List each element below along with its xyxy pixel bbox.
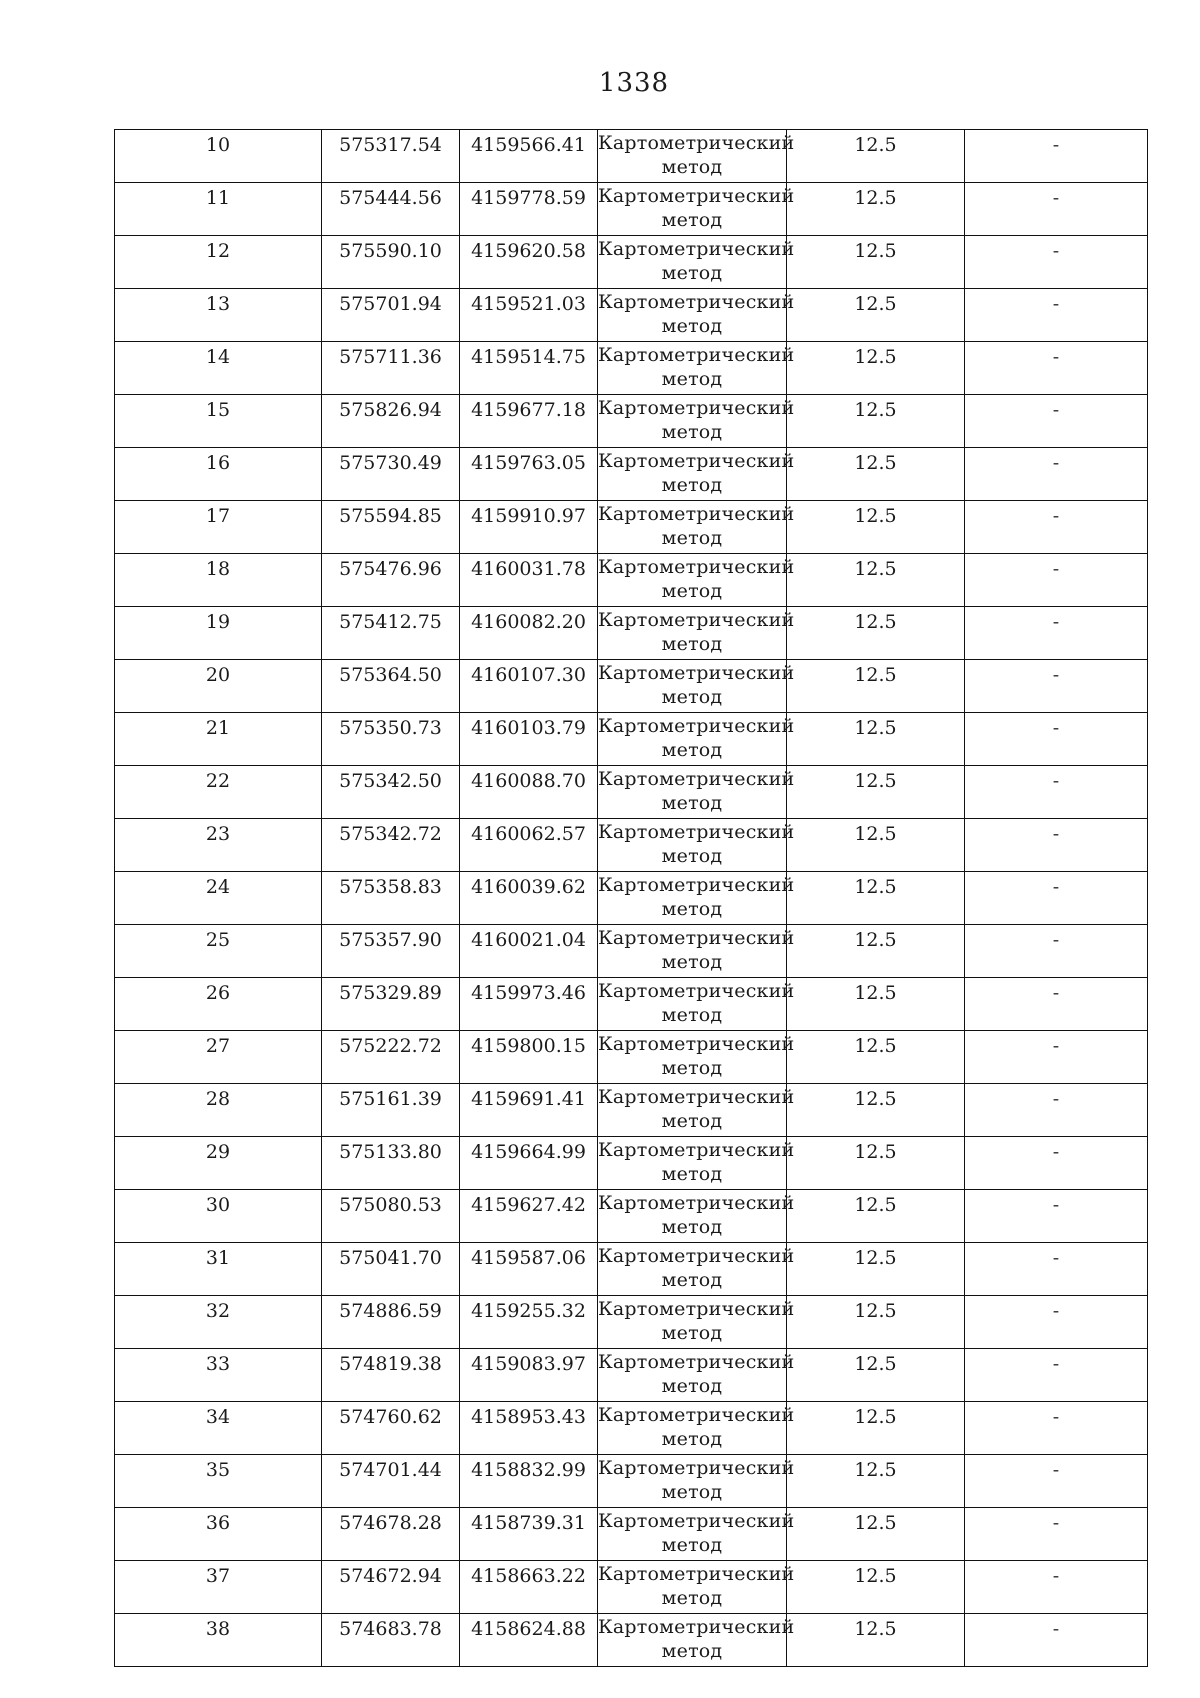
- x-coordinate-cell: 575590.10: [322, 236, 460, 289]
- method-cell: Картометрический метод: [598, 766, 787, 819]
- note-cell: -: [965, 1349, 1148, 1402]
- table-row: [115, 872, 1148, 925]
- method-cell: Картометрический метод: [598, 1508, 787, 1561]
- coordinates-table: [114, 129, 1148, 1667]
- y-coordinate-cell: 4159778.59: [460, 183, 598, 236]
- note-cell: -: [965, 1561, 1148, 1614]
- method-cell: Картометрический метод: [598, 1243, 787, 1296]
- x-coordinate-cell: 575711.36: [322, 342, 460, 395]
- accuracy-cell: 12.5: [787, 1508, 965, 1561]
- x-coordinate-cell: 575329.89: [322, 978, 460, 1031]
- accuracy-cell: 12.5: [787, 183, 965, 236]
- accuracy-cell: 12.5: [787, 660, 965, 713]
- method-cell: Картометрический метод: [598, 660, 787, 713]
- method-cell: Картометрический метод: [598, 819, 787, 872]
- accuracy-cell: 12.5: [787, 342, 965, 395]
- table-row: [115, 236, 1148, 289]
- y-coordinate-cell: 4159973.46: [460, 978, 598, 1031]
- x-coordinate-cell: 575222.72: [322, 1031, 460, 1084]
- note-cell: -: [965, 1137, 1148, 1190]
- note-cell: -: [965, 1508, 1148, 1561]
- method-cell: Картометрический метод: [598, 448, 787, 501]
- accuracy-cell: 12.5: [787, 872, 965, 925]
- accuracy-cell: 12.5: [787, 236, 965, 289]
- table-row: [115, 607, 1148, 660]
- method-cell: Картометрический метод: [598, 236, 787, 289]
- accuracy-cell: 12.5: [787, 766, 965, 819]
- point-number-cell: 31: [115, 1243, 322, 1296]
- point-number-cell: 30: [115, 1190, 322, 1243]
- y-coordinate-cell: 4159566.41: [460, 130, 598, 183]
- accuracy-cell: 12.5: [787, 395, 965, 448]
- accuracy-cell: 12.5: [787, 130, 965, 183]
- table-row: [115, 660, 1148, 713]
- x-coordinate-cell: 575364.50: [322, 660, 460, 713]
- x-coordinate-cell: 575041.70: [322, 1243, 460, 1296]
- point-number-cell: 11: [115, 183, 322, 236]
- y-coordinate-cell: 4158624.88: [460, 1614, 598, 1667]
- x-coordinate-cell: 575080.53: [322, 1190, 460, 1243]
- point-number-cell: 21: [115, 713, 322, 766]
- table-row: [115, 1614, 1148, 1667]
- table-row: [115, 925, 1148, 978]
- note-cell: -: [965, 501, 1148, 554]
- x-coordinate-cell: 574678.28: [322, 1508, 460, 1561]
- y-coordinate-cell: 4159691.41: [460, 1084, 598, 1137]
- y-coordinate-cell: 4160021.04: [460, 925, 598, 978]
- x-coordinate-cell: 574701.44: [322, 1455, 460, 1508]
- x-coordinate-cell: 575444.56: [322, 183, 460, 236]
- point-number-cell: 12: [115, 236, 322, 289]
- note-cell: -: [965, 660, 1148, 713]
- note-cell: -: [965, 819, 1148, 872]
- accuracy-cell: 12.5: [787, 1455, 965, 1508]
- table-row: [115, 130, 1148, 183]
- point-number-cell: 22: [115, 766, 322, 819]
- x-coordinate-cell: 575730.49: [322, 448, 460, 501]
- y-coordinate-cell: 4160103.79: [460, 713, 598, 766]
- point-number-cell: 23: [115, 819, 322, 872]
- accuracy-cell: 12.5: [787, 925, 965, 978]
- table-row: [115, 183, 1148, 236]
- point-number-cell: 37: [115, 1561, 322, 1614]
- note-cell: -: [965, 607, 1148, 660]
- note-cell: -: [965, 1243, 1148, 1296]
- method-cell: Картометрический метод: [598, 289, 787, 342]
- note-cell: -: [965, 1084, 1148, 1137]
- accuracy-cell: 12.5: [787, 289, 965, 342]
- x-coordinate-cell: 575317.54: [322, 130, 460, 183]
- x-coordinate-cell: 574672.94: [322, 1561, 460, 1614]
- point-number-cell: 13: [115, 289, 322, 342]
- table-row: [115, 1296, 1148, 1349]
- y-coordinate-cell: 4160039.62: [460, 872, 598, 925]
- point-number-cell: 17: [115, 501, 322, 554]
- note-cell: -: [965, 183, 1148, 236]
- x-coordinate-cell: 575350.73: [322, 713, 460, 766]
- x-coordinate-cell: 575594.85: [322, 501, 460, 554]
- note-cell: -: [965, 1455, 1148, 1508]
- note-cell: -: [965, 1031, 1148, 1084]
- note-cell: -: [965, 713, 1148, 766]
- y-coordinate-cell: 4160088.70: [460, 766, 598, 819]
- note-cell: -: [965, 130, 1148, 183]
- table-row: [115, 1349, 1148, 1402]
- x-coordinate-cell: 575342.72: [322, 819, 460, 872]
- y-coordinate-cell: 4159664.99: [460, 1137, 598, 1190]
- table-row: [115, 819, 1148, 872]
- point-number-cell: 14: [115, 342, 322, 395]
- point-number-cell: 15: [115, 395, 322, 448]
- method-cell: Картометрический метод: [598, 130, 787, 183]
- method-cell: Картометрический метод: [598, 554, 787, 607]
- note-cell: -: [965, 554, 1148, 607]
- accuracy-cell: 12.5: [787, 607, 965, 660]
- method-cell: Картометрический метод: [598, 978, 787, 1031]
- table-row: [115, 342, 1148, 395]
- x-coordinate-cell: 575476.96: [322, 554, 460, 607]
- note-cell: -: [965, 1402, 1148, 1455]
- y-coordinate-cell: 4160082.20: [460, 607, 598, 660]
- table-row: [115, 713, 1148, 766]
- accuracy-cell: 12.5: [787, 501, 965, 554]
- y-coordinate-cell: 4159255.32: [460, 1296, 598, 1349]
- method-cell: Картометрический метод: [598, 501, 787, 554]
- x-coordinate-cell: 574819.38: [322, 1349, 460, 1402]
- method-cell: Картометрический метод: [598, 1031, 787, 1084]
- method-cell: Картометрический метод: [598, 1296, 787, 1349]
- point-number-cell: 16: [115, 448, 322, 501]
- point-number-cell: 27: [115, 1031, 322, 1084]
- y-coordinate-cell: 4158663.22: [460, 1561, 598, 1614]
- method-cell: Картометрический метод: [598, 1402, 787, 1455]
- y-coordinate-cell: 4159677.18: [460, 395, 598, 448]
- accuracy-cell: 12.5: [787, 554, 965, 607]
- method-cell: Картометрический метод: [598, 925, 787, 978]
- note-cell: -: [965, 289, 1148, 342]
- point-number-cell: 20: [115, 660, 322, 713]
- method-cell: Картометрический метод: [598, 713, 787, 766]
- table-row: [115, 501, 1148, 554]
- method-cell: Картометрический метод: [598, 607, 787, 660]
- method-cell: Картометрический метод: [598, 342, 787, 395]
- y-coordinate-cell: 4158953.43: [460, 1402, 598, 1455]
- accuracy-cell: 12.5: [787, 1614, 965, 1667]
- note-cell: -: [965, 1614, 1148, 1667]
- point-number-cell: 24: [115, 872, 322, 925]
- y-coordinate-cell: 4159521.03: [460, 289, 598, 342]
- method-cell: Картометрический метод: [598, 1137, 787, 1190]
- method-cell: Картометрический метод: [598, 1614, 787, 1667]
- y-coordinate-cell: 4159627.42: [460, 1190, 598, 1243]
- point-number-cell: 36: [115, 1508, 322, 1561]
- point-number-cell: 18: [115, 554, 322, 607]
- note-cell: -: [965, 448, 1148, 501]
- y-coordinate-cell: 4160031.78: [460, 554, 598, 607]
- table-row: [115, 395, 1148, 448]
- method-cell: Картометрический метод: [598, 1084, 787, 1137]
- accuracy-cell: 12.5: [787, 1031, 965, 1084]
- page-number: 1338: [598, 68, 670, 98]
- note-cell: -: [965, 766, 1148, 819]
- accuracy-cell: 12.5: [787, 1561, 965, 1614]
- y-coordinate-cell: 4159514.75: [460, 342, 598, 395]
- point-number-cell: 35: [115, 1455, 322, 1508]
- table-row: [115, 1455, 1148, 1508]
- table-row: [115, 1243, 1148, 1296]
- x-coordinate-cell: 575133.80: [322, 1137, 460, 1190]
- accuracy-cell: 12.5: [787, 1190, 965, 1243]
- point-number-cell: 28: [115, 1084, 322, 1137]
- point-number-cell: 19: [115, 607, 322, 660]
- accuracy-cell: 12.5: [787, 978, 965, 1031]
- note-cell: -: [965, 236, 1148, 289]
- method-cell: Картометрический метод: [598, 395, 787, 448]
- table-row: [115, 448, 1148, 501]
- table-row: [115, 1084, 1148, 1137]
- y-coordinate-cell: 4159620.58: [460, 236, 598, 289]
- point-number-cell: 34: [115, 1402, 322, 1455]
- x-coordinate-cell: 575826.94: [322, 395, 460, 448]
- table-row: [115, 1137, 1148, 1190]
- method-cell: Картометрический метод: [598, 1561, 787, 1614]
- y-coordinate-cell: 4158832.99: [460, 1455, 598, 1508]
- point-number-cell: 29: [115, 1137, 322, 1190]
- y-coordinate-cell: 4159763.05: [460, 448, 598, 501]
- x-coordinate-cell: 574683.78: [322, 1614, 460, 1667]
- table-row: [115, 1561, 1148, 1614]
- point-number-cell: 26: [115, 978, 322, 1031]
- accuracy-cell: 12.5: [787, 1137, 965, 1190]
- method-cell: Картометрический метод: [598, 183, 787, 236]
- accuracy-cell: 12.5: [787, 1296, 965, 1349]
- accuracy-cell: 12.5: [787, 1084, 965, 1137]
- point-number-cell: 32: [115, 1296, 322, 1349]
- point-number-cell: 33: [115, 1349, 322, 1402]
- x-coordinate-cell: 575701.94: [322, 289, 460, 342]
- accuracy-cell: 12.5: [787, 713, 965, 766]
- note-cell: -: [965, 395, 1148, 448]
- note-cell: -: [965, 1190, 1148, 1243]
- y-coordinate-cell: 4158739.31: [460, 1508, 598, 1561]
- y-coordinate-cell: 4159587.06: [460, 1243, 598, 1296]
- table-row: [115, 766, 1148, 819]
- method-cell: Картометрический метод: [598, 1190, 787, 1243]
- accuracy-cell: 12.5: [787, 1243, 965, 1296]
- accuracy-cell: 12.5: [787, 819, 965, 872]
- y-coordinate-cell: 4159800.15: [460, 1031, 598, 1084]
- point-number-cell: 10: [115, 130, 322, 183]
- table-row: [115, 1190, 1148, 1243]
- note-cell: -: [965, 872, 1148, 925]
- table-row: [115, 1508, 1148, 1561]
- note-cell: -: [965, 342, 1148, 395]
- method-cell: Картометрический метод: [598, 872, 787, 925]
- note-cell: -: [965, 978, 1148, 1031]
- x-coordinate-cell: 575161.39: [322, 1084, 460, 1137]
- y-coordinate-cell: 4160062.57: [460, 819, 598, 872]
- note-cell: -: [965, 1296, 1148, 1349]
- accuracy-cell: 12.5: [787, 1402, 965, 1455]
- x-coordinate-cell: 574886.59: [322, 1296, 460, 1349]
- x-coordinate-cell: 575357.90: [322, 925, 460, 978]
- point-number-cell: 25: [115, 925, 322, 978]
- x-coordinate-cell: 575358.83: [322, 872, 460, 925]
- x-coordinate-cell: 575412.75: [322, 607, 460, 660]
- table-row: [115, 1031, 1148, 1084]
- x-coordinate-cell: 575342.50: [322, 766, 460, 819]
- x-coordinate-cell: 574760.62: [322, 1402, 460, 1455]
- method-cell: Картометрический метод: [598, 1349, 787, 1402]
- table-row: [115, 978, 1148, 1031]
- point-number-cell: 38: [115, 1614, 322, 1667]
- accuracy-cell: 12.5: [787, 448, 965, 501]
- note-cell: -: [965, 925, 1148, 978]
- y-coordinate-cell: 4160107.30: [460, 660, 598, 713]
- y-coordinate-cell: 4159910.97: [460, 501, 598, 554]
- method-cell: Картометрический метод: [598, 1455, 787, 1508]
- table-row: [115, 1402, 1148, 1455]
- accuracy-cell: 12.5: [787, 1349, 965, 1402]
- table-row: [115, 554, 1148, 607]
- table-row: [115, 289, 1148, 342]
- y-coordinate-cell: 4159083.97: [460, 1349, 598, 1402]
- table-body: [115, 130, 1148, 1667]
